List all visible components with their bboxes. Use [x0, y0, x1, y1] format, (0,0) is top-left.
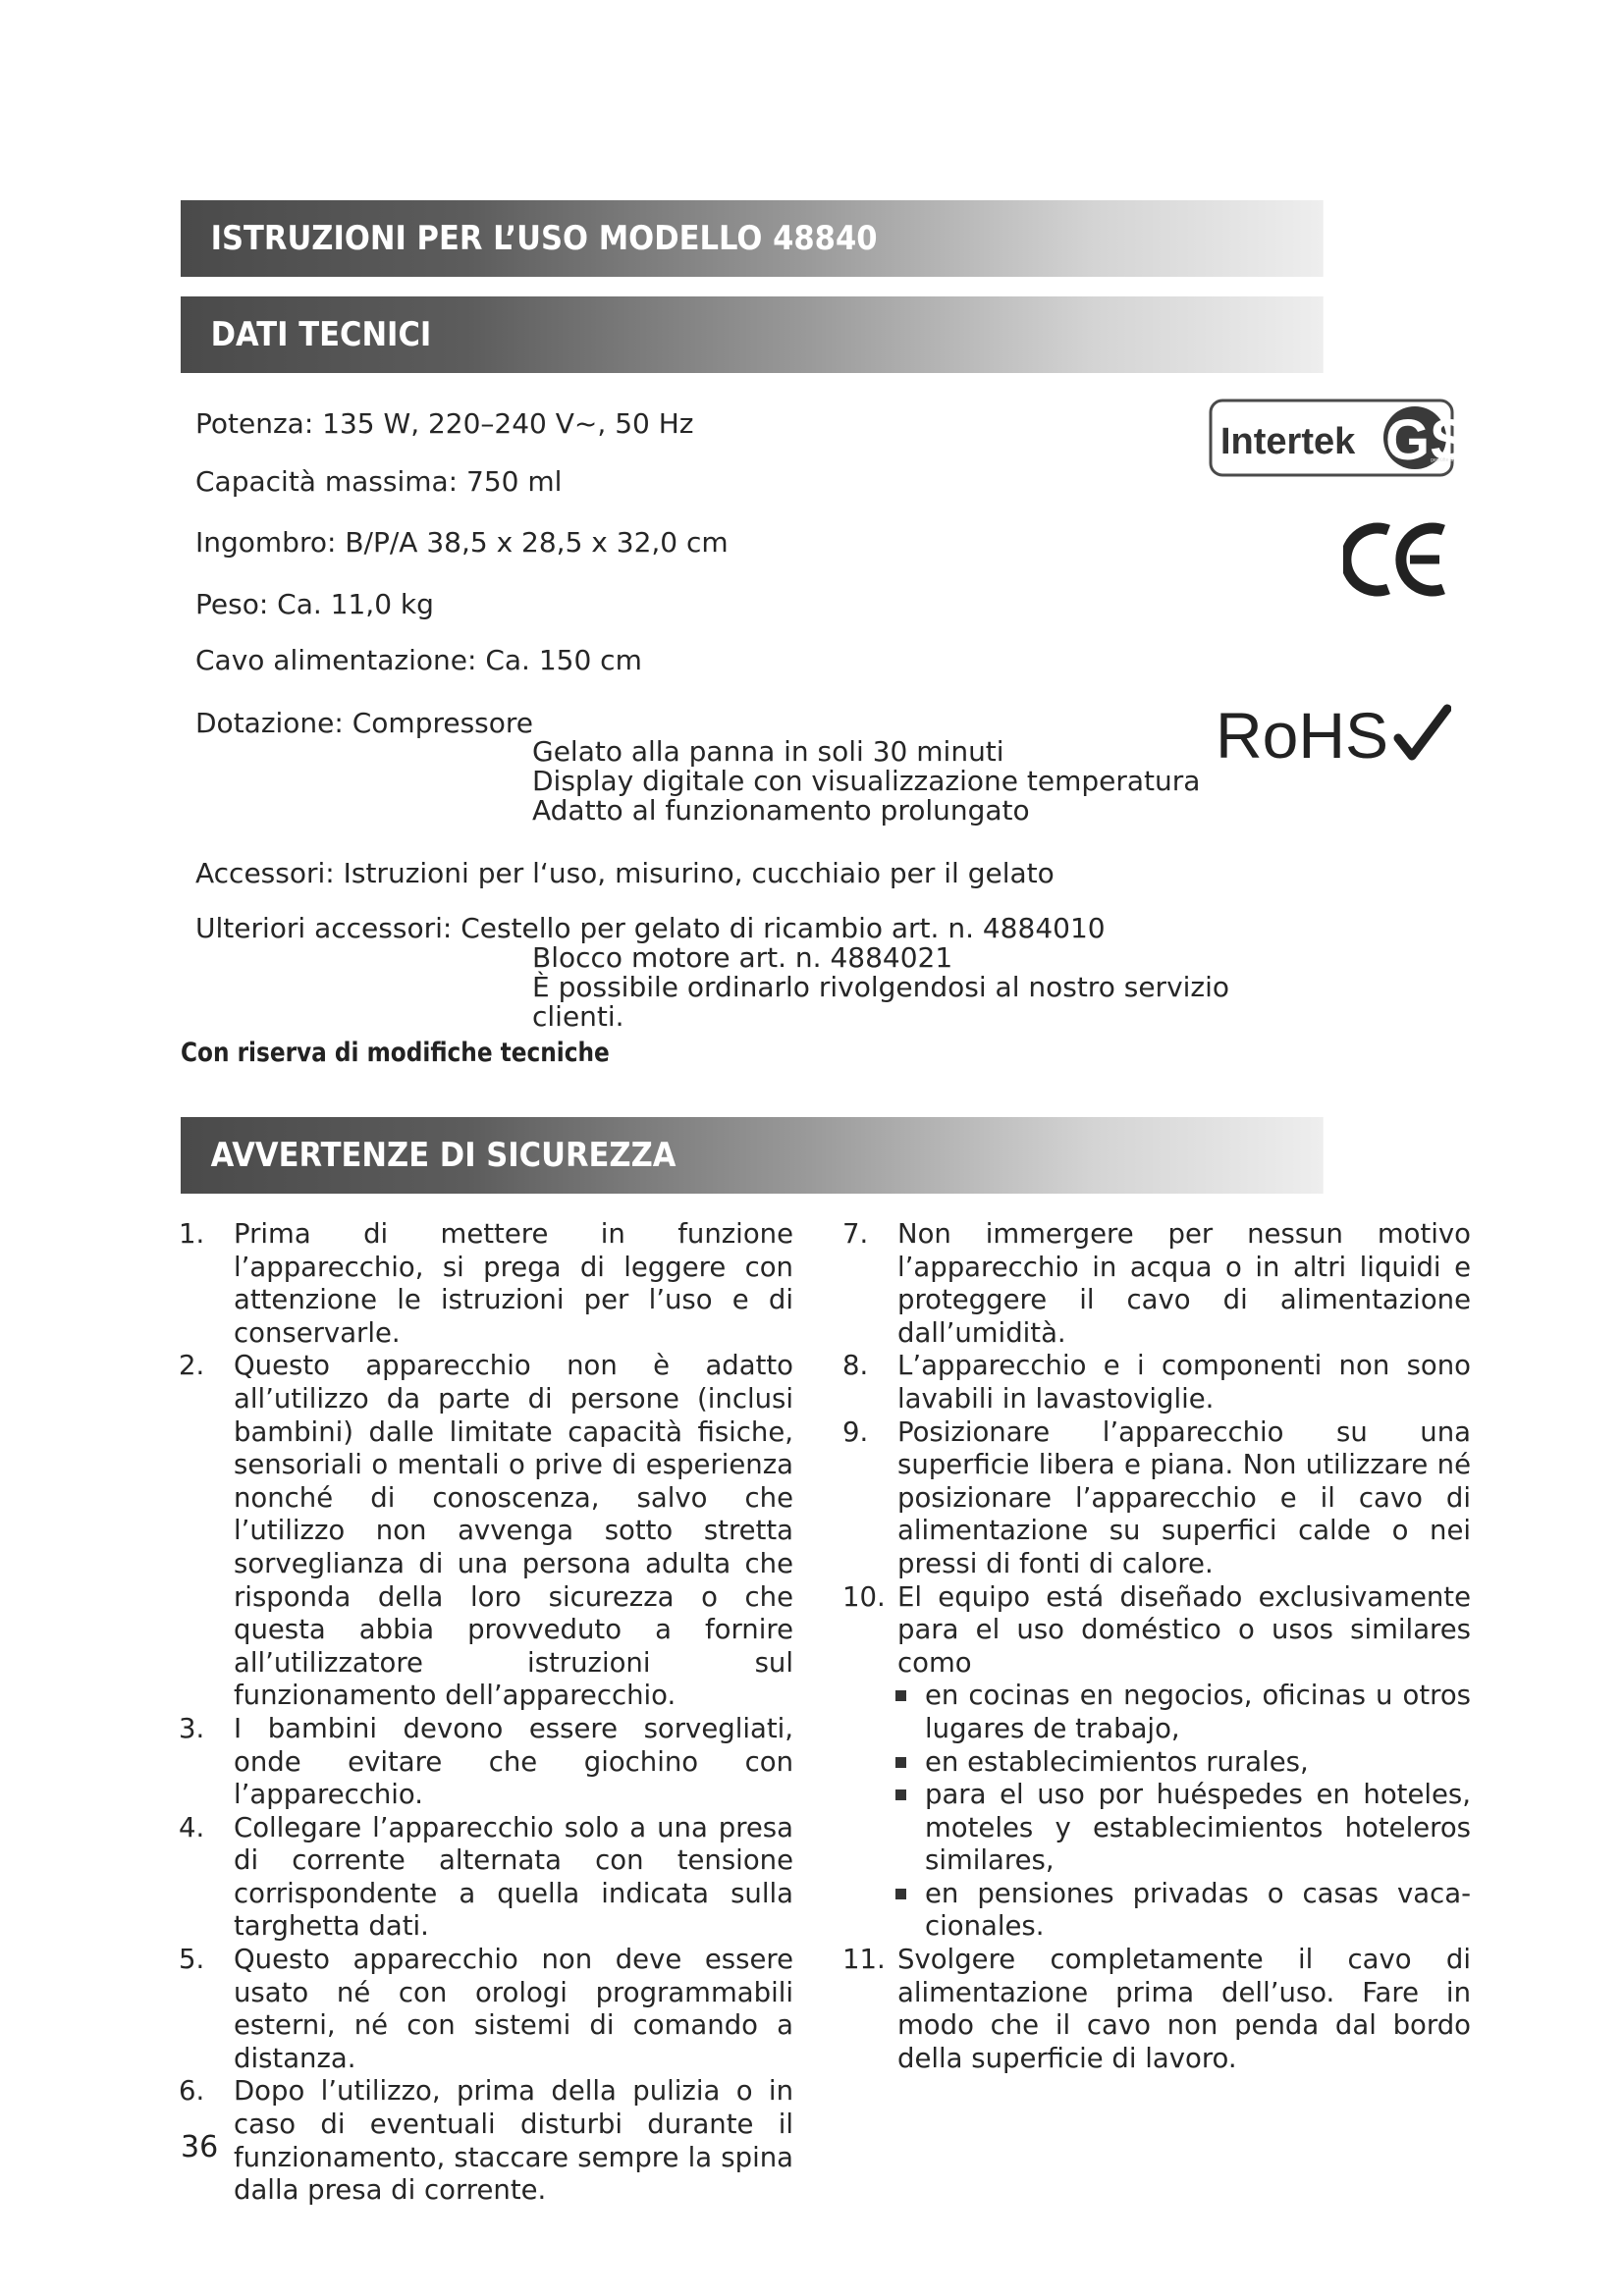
safety-item: [842, 1218, 1471, 1350]
item-text: Questo apparecchio non è adatto all’utilizzo da parte di persone (inclusi bambini) dalle limitate capacità fisiche, sensoriali o mentali o prive di esperienza nonché di conoscenza, salvo che l’utilizzo non avvenga sotto stretta sorveglianza di una persona adulta che risponda della loro sicurezza o che questa abbia provveduto a fornire all’utilizzatore istruzioni sul funzionamento dell’apparecchio.: [234, 1350, 793, 1712]
spec-peso: Peso: Ca. 11,0 kg: [195, 588, 434, 620]
item-number: 8.: [842, 1350, 869, 1382]
item-text: L’apparecchio e i componenti non sono lavabili in lavastoviglie.: [897, 1350, 1471, 1415]
intertek-wordmark: Intertek: [1220, 421, 1356, 462]
spec-potenza: Potenza: 135 W, 220–240 V~, 50 Hz: [195, 407, 694, 440]
item-number: 11.: [842, 1944, 886, 1976]
item-number: 6.: [179, 2075, 205, 2108]
spec-ulteriori-item: Blocco motore art. n. 4884021: [532, 941, 953, 974]
spec-dotazione-item: Gelato alla panna in soli 30 minuti: [532, 735, 1004, 768]
spec-ulteriori-item: clienti.: [532, 1000, 624, 1033]
item-number: 10.: [842, 1580, 886, 1613]
page-number: 36: [181, 2130, 219, 2164]
section-title-tech: DATI TECNICI: [210, 315, 432, 354]
item-text: Svolgere completamente il cavo di alimentazione prima dell’uso. Fare in modo che il cavo non penda dal bordo della superficie di lavoro.: [897, 1944, 1471, 2074]
section-title-safety: AVVERTENZE DI SICUREZZA: [210, 1136, 677, 1175]
spec-ulteriori-label: Ulteriori accessori: Cestello per gelato di ricambio art. n. 4884010: [195, 912, 1106, 944]
item-number: 9.: [842, 1415, 869, 1448]
gs-caption: geprüfte Si: [1431, 457, 1454, 463]
item-text: El equipo está diseñado exclusivamente para el uso doméstico o usos similares como: [897, 1580, 1471, 1679]
ce-mark-logo: [1343, 520, 1451, 603]
check-icon: [1398, 709, 1447, 756]
item-text: Posizionare l’apparecchio su una superficie libera e piana. Non utilizzare né posizionare l’apparecchio e il cavo di alimentazione su superfici calde o nei pressi di fonti di calore.: [897, 1415, 1471, 1579]
technical-changes-note: Con riserva di modifiche tecniche: [181, 1038, 610, 1068]
bullet-item: en establecimientos rurales,: [893, 1746, 1471, 1780]
item-text: Prima di mettere in funzione l’apparecchio, si prega di leggere con attenzione le istruzioni per l’uso e di conservarle.: [234, 1218, 793, 1349]
document-title: ISTRUZIONI PER L’USO MODELLO 48840: [210, 219, 878, 258]
spec-cavo: Cavo alimentazione: Ca. 150 cm: [195, 644, 642, 676]
item-number: 2.: [179, 1350, 205, 1382]
spec-dotazione-label: Dotazione: Compressore: [195, 707, 534, 739]
item-number: 3.: [179, 1712, 205, 1744]
safety-item: [179, 1812, 793, 1944]
safety-item: [842, 1416, 1471, 1581]
bullet-item: en pensiones privadas o casas vaca-cionales.: [893, 1878, 1471, 1944]
section-header-tech: [181, 296, 1324, 373]
spec-ingombro: Ingombro: B/P/A 38,5 x 28,5 x 32,0 cm: [195, 526, 729, 559]
gs-mark: GS: [1385, 408, 1454, 472]
spec-dotazione-item: Display digitale con visualizzazione temperatura: [532, 765, 1201, 797]
safety-item: [179, 1944, 793, 2075]
safety-item: [842, 1350, 1471, 1415]
safety-item: [179, 1350, 793, 1713]
spec-ulteriori-item: È possibile ordinarlo rivolgendosi al nostro servizio: [532, 971, 1230, 1003]
safety-item: [842, 1944, 1471, 2075]
item-text: I bambini devono essere sorvegliati, onde evitare che giochino con l’apparecchio.: [234, 1712, 793, 1811]
spec-dotazione-item: Adatto al funzionamento prolungato: [532, 794, 1030, 827]
spec-accessori: Accessori: Istruzioni per l‘uso, misurino, cucchiaio per il gelato: [195, 857, 1055, 889]
usage-bullet-list: [897, 1680, 1471, 1944]
safety-item: [179, 2075, 793, 2207]
safety-item: [179, 1218, 793, 1350]
item-number: 4.: [179, 1811, 205, 1843]
section-header-safety: [181, 1117, 1324, 1194]
rohs-logo: [1216, 699, 1451, 772]
item-text: Dopo l’utilizzo, prima della pulizia o in caso di eventuali disturbi durante il funzionamento, staccare sempre la spina dalla presa di corrente.: [234, 2075, 793, 2207]
safety-column-left: [179, 1218, 793, 2208]
item-text: Non immergere per nessun motivo l’apparecchio in acqua o in altri liquidi e proteggere il cavo di alimentazione dall’umidità.: [897, 1218, 1471, 1349]
safety-item: [179, 1713, 793, 1812]
item-number: 1.: [179, 1218, 205, 1250]
bullet-item: para el uso por huéspedes en hoteles, moteles y establecimientos hoteleros similares,: [893, 1779, 1471, 1878]
safety-column-right: [842, 1218, 1471, 2075]
safety-item: [842, 1581, 1471, 1945]
item-text: Collegare l’apparecchio solo a una presa di corrente alternata con tensione corrispondente a quella indicata sulla targhetta dati.: [234, 1811, 793, 1943]
rohs-wordmark: RoHS: [1216, 699, 1389, 768]
item-text: Questo apparecchio non deve essere usato né con orologi programmabili esterni, né con sistemi di comando a distanza.: [234, 1944, 793, 2074]
intertek-gs-logo: [1209, 399, 1454, 481]
item-number: 5.: [179, 1944, 205, 1976]
bullet-item: en cocinas en negocios, oficinas u otros lugares de trabajo,: [893, 1680, 1471, 1745]
document-title-bar: [181, 200, 1324, 277]
item-number: 7.: [842, 1218, 869, 1250]
spec-capacita: Capacità massima: 750 ml: [195, 465, 563, 498]
